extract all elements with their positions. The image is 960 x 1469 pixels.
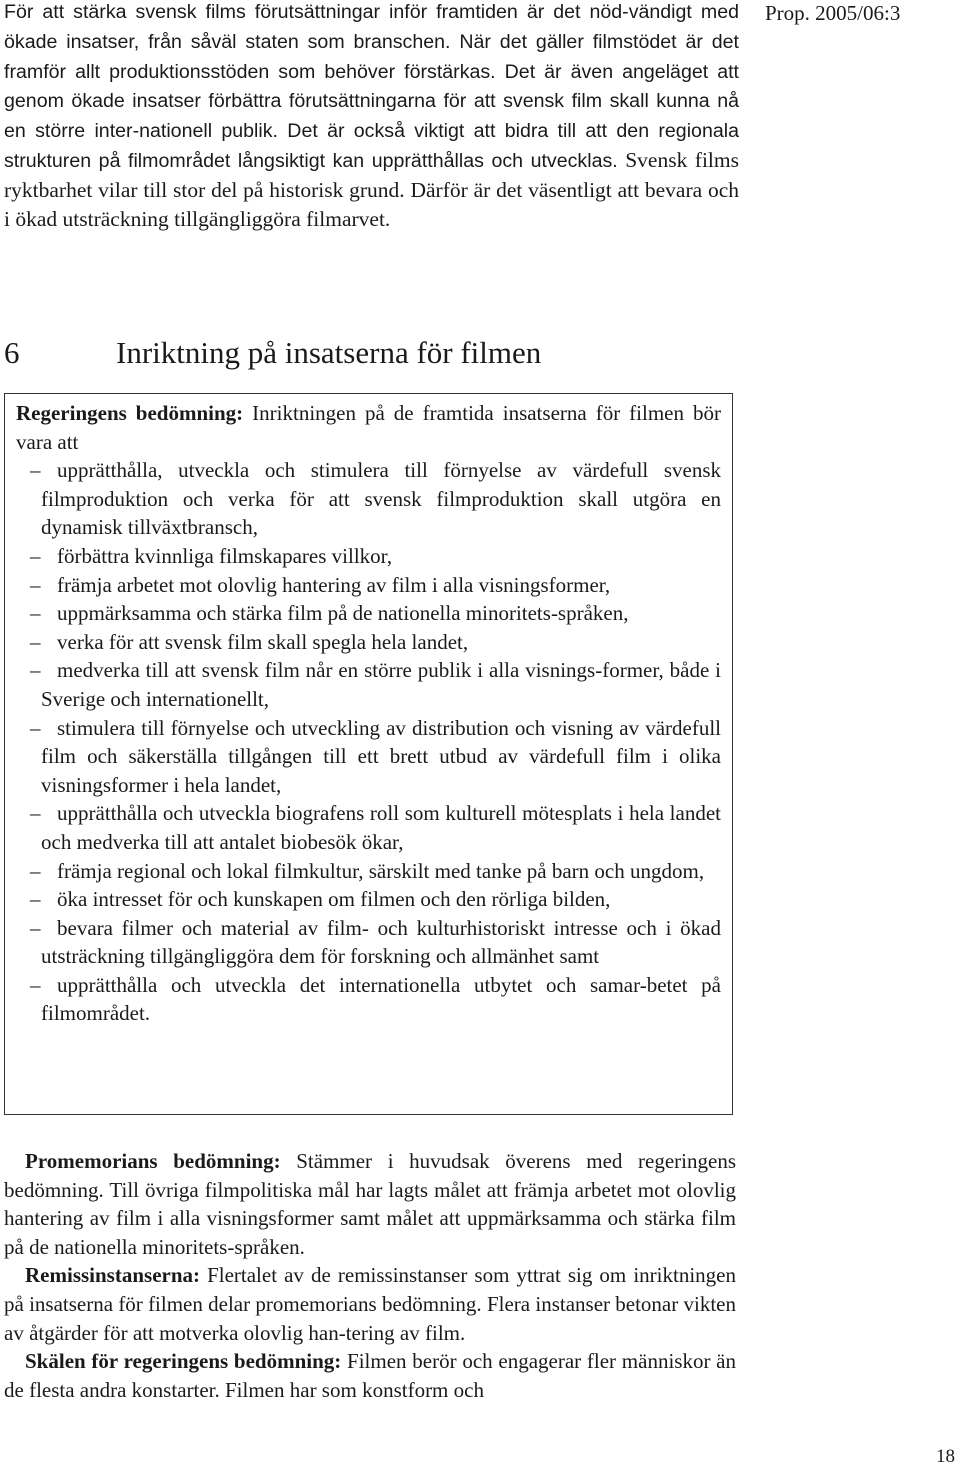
list-item (16, 714, 721, 800)
dash-bullet: – (30, 601, 41, 626)
paragraph-label: Remissinstanserna: (25, 1263, 201, 1288)
intro-paragraph (4, 0, 739, 233)
assessment-label: Regeringens bedömning: (16, 401, 244, 425)
list-item-text: upprätthålla, utveckla och stimulera till förnyelse av värdefull svensk filmproduktion och verka för att svensk filmproduktion skall utgöra en dynamisk tillväxtbransch, (41, 458, 721, 540)
paragraph-text: Filmen berör och engagerar fler människor än de flesta andra konstarter. Filmen har som konstform och (4, 1349, 736, 1402)
dash-bullet: – (30, 543, 41, 568)
list-item-text: öka intresset för och kunskapen om filmen och den rörliga bilden, (57, 887, 611, 912)
section-heading (4, 335, 739, 371)
list-item (16, 628, 721, 657)
dash-bullet: – (30, 658, 41, 683)
intro-text-serif: Svensk films ryktbarhet vilar till stor del på historisk grund. Därför är det väsentligt att bevara och i ökad utsträckning tillgängliggöra filmarvet. (4, 147, 739, 231)
proposition-reference: Prop. 2005/06:3 (765, 1, 901, 25)
paragraph-label: Promemorians bedömning: (25, 1149, 281, 1173)
list-item (16, 571, 721, 600)
dash-bullet: – (30, 887, 41, 912)
dash-bullet: – (30, 458, 41, 483)
dash-bullet: – (30, 801, 41, 826)
intro-text-sans: För att stärka svensk films förutsättningar inför framtiden är det nöd-vändigt med ökade insatser, från såväl staten som branschen. När det gäller filmstödet är det framför allt produktionsstöden som behöver förstärkas. Det är även angeläget att genom ökade insatser förbättra förutsättningarna för att svensk film skall kunna nå en större inter-nationell publik. Det är också viktigt att bidra till att den regionala strukturen på filmområdet långsiktigt kan upprätthållas och utvecklas. (4, 1, 739, 172)
list-item (16, 599, 721, 628)
page-number: 18 (936, 1446, 955, 1467)
list-item (16, 456, 721, 542)
dash-bullet: – (30, 915, 41, 940)
section-title: Inriktning på insatserna för filmen (116, 335, 542, 370)
list-item-text: upprätthålla och utveckla biografens roll som kulturell mötesplats i hela landet och medverka till att antalet biobesök ökar, (41, 801, 721, 854)
body-text (4, 1147, 736, 1404)
paragraph-label: Skälen för regeringens bedömning: (25, 1349, 342, 1374)
dash-bullet: – (30, 972, 41, 997)
government-reasons-paragraph (4, 1347, 736, 1404)
dash-bullet: – (30, 572, 41, 597)
list-item-text: förbättra kvinnliga filmskapares villkor, (57, 543, 393, 568)
list-item-text: stimulera till förnyelse och utveckling av distribution och visning av värdefull film och säkerställa tillgången till ett brett utbud av värdefull film i olika visningsformer i hela landet, (41, 715, 721, 797)
list-item (16, 542, 721, 571)
list-item (16, 799, 721, 856)
assessment-lead (16, 399, 721, 456)
memorandum-assessment-paragraph (4, 1147, 736, 1261)
assessment-lead-text: Inriktningen på de framtida insatserna för filmen bör vara att (16, 401, 721, 454)
list-item-text: bevara filmer och material av film- och kulturhistoriskt intresse och i ökad utsträckning tillgängliggöra dem för forskning och allmänhet samt (41, 915, 721, 969)
list-item (16, 857, 721, 886)
dash-bullet: – (30, 715, 41, 740)
list-item (16, 971, 721, 1028)
dash-bullet: – (30, 629, 41, 654)
list-item (16, 914, 721, 971)
list-item-text: medverka till att svensk film når en större publik i alla visnings-former, både i Sverige och internationellt, (41, 658, 721, 711)
section-number: 6 (4, 335, 20, 370)
list-item (16, 885, 721, 914)
government-assessment-box (4, 393, 733, 1115)
assessment-list (16, 456, 721, 1028)
paragraph-text: Flertalet av de remissinstanser som yttrat sig om inriktningen på insatserna för filmen delar promemorians bedömning. Flera instanser betonar vikten av åtgärder för att motverka olovlig han-tering av film. (4, 1263, 736, 1345)
list-item-text: verka för att svensk film skall spegla hela landet, (57, 629, 469, 654)
list-item-text: främja arbetet mot olovlig hantering av film i alla visningsformer, (57, 572, 611, 597)
list-item-text: uppmärksamma och stärka film på de nationella minoritets-språken, (57, 601, 629, 626)
list-item-text: främja regional och lokal filmkultur, särskilt med tanke på barn och ungdom, (57, 858, 705, 883)
list-item (16, 656, 721, 713)
dash-bullet: – (30, 858, 41, 883)
consultation-bodies-paragraph (4, 1261, 736, 1347)
list-item-text: upprätthålla och utveckla det internationella utbytet och samar-betet på filmområdet. (41, 972, 721, 1026)
paragraph-text: Stämmer i huvudsak överens med regeringens bedömning. Till övriga filmpolitiska mål har lagts målet att främja arbetet mot olovlig hantering av film i alla visningsformer samt målet att uppmärksamma och stärka film på de nationella minoritets-språken. (4, 1149, 736, 1259)
